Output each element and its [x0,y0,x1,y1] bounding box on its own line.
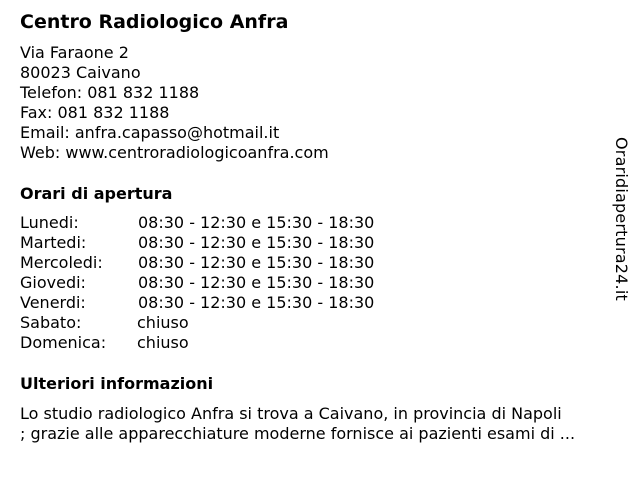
day-label: Domenica: [20,333,107,352]
hours-row-sunday [20,333,440,353]
day-label: Mercoledi: [20,253,103,272]
hours-row-friday [20,293,440,313]
time-value: chiuso [137,313,189,332]
business-title: Centro Radiologico Anfra [20,11,289,33]
day-label: Sabato: [20,313,82,332]
opening-hours-heading: Orari di apertura [20,184,173,203]
time-value: 08:30 - 12:30 e 15:30 - 18:30 [138,233,375,252]
day-label: Lunedi: [20,213,79,232]
description-line: ; grazie alle apparecchiature moderne fornisce ai pazienti esami di ... [20,424,576,443]
description-line: Lo studio radiologico Anfra si trova a Caivano, in provincia di Napoli [20,404,562,423]
city-address: 80023 Caivano [20,63,141,82]
hours-row-monday [20,213,440,233]
hours-row-thursday [20,273,440,293]
fax-number: Fax: 081 832 1188 [20,103,170,122]
opening-hours-table [20,213,440,353]
time-value: 08:30 - 12:30 e 15:30 - 18:30 [138,213,375,232]
hours-row-saturday [20,313,440,333]
hours-row-tuesday [20,233,440,253]
time-value: 08:30 - 12:30 e 15:30 - 18:30 [138,273,375,292]
day-label: Martedi: [20,233,87,252]
street-address: Via Faraone 2 [20,43,129,62]
day-label: Venerdi: [20,293,86,312]
hours-row-wednesday [20,253,440,273]
site-watermark: Oraridiapertura24.it [612,137,631,301]
time-value: chiuso [137,333,189,352]
website-address: Web: www.centroradiologicoanfra.com [20,143,329,162]
email-address: Email: anfra.capasso@hotmail.it [20,123,280,142]
phone-number: Telefon: 081 832 1188 [20,83,200,102]
time-value: 08:30 - 12:30 e 15:30 - 18:30 [138,253,375,272]
description-text [20,404,624,444]
more-info-heading: Ulteriori informazioni [20,374,214,393]
time-value: 08:30 - 12:30 e 15:30 - 18:30 [138,293,375,312]
contact-info [20,43,329,163]
day-label: Giovedi: [20,273,86,292]
